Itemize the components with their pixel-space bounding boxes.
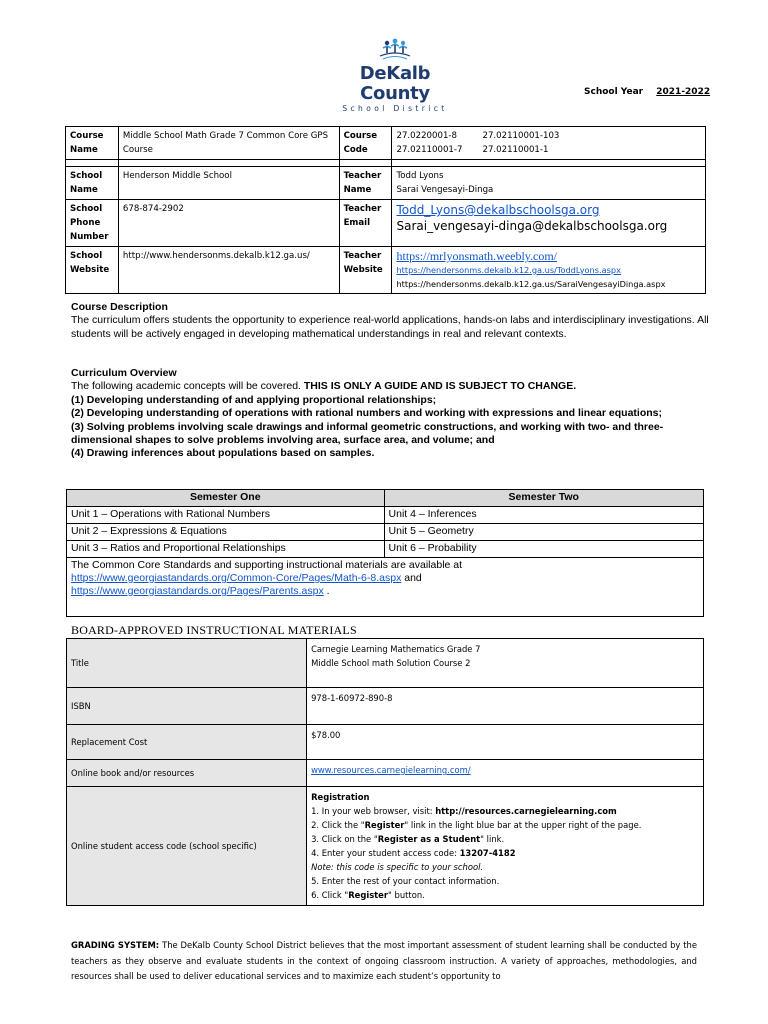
title-line: Carnegie Learning Mathematics Grade 7 <box>311 644 481 654</box>
table-row <box>67 688 704 725</box>
step-bold: Register as a Student <box>377 834 481 844</box>
school-website-label: School Website <box>66 247 119 294</box>
curriculum-item: (2) Developing understanding of operations with rational numbers and working with expressions and linear equations; <box>71 407 662 420</box>
step-text: 1. In your web browser, visit: <box>311 806 436 816</box>
teacher-email-link[interactable]: Todd_Lyons@dekalbschoolsga.org <box>396 203 600 217</box>
cost-label: Replacement Cost <box>67 725 307 760</box>
unit-cell: Unit 2 – Expressions & Equations <box>67 524 385 541</box>
access-code: 13207-4182 <box>459 848 516 858</box>
course-code: 27.02110001-1 <box>482 145 549 155</box>
step-text: " link. <box>480 834 505 844</box>
registration-step <box>311 804 699 818</box>
curriculum-overview <box>71 367 711 461</box>
teacher-email-text: Sarai_vengesayi-dinga@dekalbschoolsga.org <box>396 219 668 233</box>
course-code: 27.0220001-8 <box>396 131 457 141</box>
step-bold: Register <box>364 820 405 830</box>
school-phone-value: 678-874-2902 <box>118 200 339 247</box>
course-row <box>66 127 706 160</box>
course-code: 27.02110001-103 <box>482 131 560 141</box>
teacher-website-link[interactable]: https://hendersonms.dekalb.k12.ga.us/SaraiVengesayiDinga.aspx <box>396 279 666 289</box>
step-text: 6. Click " <box>311 890 349 900</box>
teacher-emails <box>392 200 706 247</box>
semester-table <box>66 489 704 617</box>
carnegie-url[interactable]: http://resources.carnegielearning.com <box>435 806 617 816</box>
curriculum-item: (1) Developing understanding of and applying proportional relationships; <box>71 393 437 406</box>
step-text: 2. Click the " <box>311 820 365 830</box>
unit-cell: Unit 3 – Ratios and Proportional Relationships <box>67 541 385 558</box>
curriculum-notice: THIS IS ONLY A GUIDE AND IS SUBJECT TO CHANGE. <box>303 380 577 393</box>
registration-heading: Registration <box>311 792 370 802</box>
course-code-label: Course Code <box>339 127 392 160</box>
school-name-row <box>66 167 706 200</box>
course-name-label: Course Name <box>66 127 119 160</box>
step-text: " button. <box>388 890 425 900</box>
step-bold: Register <box>348 890 388 900</box>
step-text: 4. Enter your student access code: <box>311 848 460 858</box>
standards-note <box>67 558 704 617</box>
website-row <box>66 247 706 294</box>
materials-heading: BOARD-APPROVED INSTRUCTIONAL MATERIALS <box>71 623 357 637</box>
school-year-label: School Year <box>584 87 644 97</box>
isbn-label: ISBN <box>67 688 307 725</box>
school-name-value: Henderson Middle School <box>118 167 339 200</box>
teacher-names <box>392 167 706 200</box>
registration-step <box>311 818 699 832</box>
standards-note-and: and <box>404 572 422 584</box>
table-row <box>67 507 704 524</box>
curriculum-item: (3) Solving problems involving scale drawings and informal geometric constructions, and working with two- and three-dimensional shapes to solve problems involving area, surface area, and volume; and <box>71 420 664 447</box>
teacher-website-link[interactable]: https://mrlyonsmath.weebly.com/ <box>396 249 558 263</box>
unit-cell: Unit 1 – Operations with Rational Numbers <box>67 507 385 524</box>
title-label: Title <box>67 639 307 688</box>
phone-row <box>66 200 706 247</box>
curriculum-intro-line <box>71 380 711 393</box>
materials-table <box>66 638 704 906</box>
registration-step <box>311 846 699 860</box>
unit-cell: Unit 4 – Inferences <box>384 507 703 524</box>
table-row <box>67 639 704 688</box>
registration-steps <box>307 787 704 906</box>
registration-step: 5. Enter the rest of your contact information. <box>311 876 500 886</box>
curriculum-overview-heading: Curriculum Overview <box>71 367 177 379</box>
course-description-heading: Course Description <box>71 301 168 313</box>
grading-system <box>71 938 697 985</box>
registration-note: Note: this code is specific to your school. <box>311 862 484 872</box>
online-resources-link[interactable]: www.resources.carnegielearning.com/ <box>311 765 471 775</box>
school-name-label: School Name <box>66 167 119 200</box>
curriculum-item: (4) Drawing inferences about populations based on samples. <box>71 447 375 460</box>
title-value <box>307 639 704 688</box>
teacher-name: Sarai Vengesayi-Dinga <box>396 185 494 195</box>
course-description-text: The curriculum offers students the opportunity to experience real-world applications, hands-on labs and interdisciplinary investigations. All students will be actively engaged in developing mathematical understandings in real and relevant contexts. <box>71 314 709 340</box>
table-row <box>67 541 704 558</box>
step-text: " link in the light blue bar at the upper right of the page. <box>404 820 642 830</box>
table-row <box>67 524 704 541</box>
cost-value: $78.00 <box>307 725 704 760</box>
semester-one-header: Semester One <box>67 490 385 507</box>
registration-step <box>311 888 699 902</box>
course-info-table <box>65 126 706 294</box>
teacher-website-label: Teacher Website <box>339 247 392 294</box>
district-logo <box>330 38 460 114</box>
school-year-value: 2021-2022 <box>656 87 711 97</box>
unit-cell: Unit 6 – Probability <box>384 541 703 558</box>
course-code: 27.02110001-7 <box>396 145 463 155</box>
school-year <box>584 87 710 97</box>
district-subtitle: School District <box>342 104 448 113</box>
course-description <box>71 301 711 341</box>
course-codes <box>392 127 706 160</box>
step-text: 3. Click on the " <box>311 834 378 844</box>
curriculum-intro: The following academic concepts will be covered. <box>71 380 301 393</box>
access-code-label: Online student access code (school specific) <box>67 787 307 906</box>
table-row <box>67 760 704 787</box>
table-row <box>67 725 704 760</box>
course-name-value: Middle School Math Grade 7 Common Core GPS Course <box>118 127 339 160</box>
grading-text: The DeKalb County School District believes that the most important assessment of student learning shall be conducted by the teachers as they observe and evaluate students in the context of ongoing classroom instruction. A variety of approaches, methodologies, and resources shall be used to deliver educational services and to maximize each student’s opportunity to <box>71 940 697 981</box>
school-website-value[interactable]: http://www.hendersonms.dekalb.k12.ga.us/ <box>118 247 339 294</box>
teacher-websites <box>392 247 706 294</box>
teacher-name: Todd Lyons <box>396 171 444 181</box>
title-line: Middle School math Solution Course 2 <box>311 658 471 668</box>
parents-link[interactable]: https://www.georgiastandards.org/Pages/Parents.aspx <box>71 585 324 597</box>
online-label: Online book and/or resources <box>67 760 307 787</box>
teacher-name-label: Teacher Name <box>339 167 392 200</box>
teacher-website-link[interactable]: https://hendersonms.dekalb.k12.ga.us/ToddLyons.aspx <box>396 265 621 275</box>
district-name: DeKalb County <box>359 63 431 104</box>
standards-note-text: The Common Core Standards and supporting instructional materials are available at <box>71 559 463 571</box>
isbn-value: 978-1-60972-890-8 <box>307 688 704 725</box>
school-phone-label: School Phone Number <box>66 200 119 247</box>
district-emblem-icon <box>375 38 415 62</box>
standards-link[interactable]: https://www.georgiastandards.org/Common-Core/Pages/Math-6-8.aspx <box>71 572 402 584</box>
standards-note-end: . <box>326 585 330 597</box>
unit-cell: Unit 5 – Geometry <box>384 524 703 541</box>
teacher-email-label: Teacher Email <box>339 200 392 247</box>
registration-step <box>311 832 699 846</box>
table-row <box>67 787 704 906</box>
grading-label: GRADING SYSTEM: <box>71 940 160 950</box>
semester-two-header: Semester Two <box>384 490 703 507</box>
